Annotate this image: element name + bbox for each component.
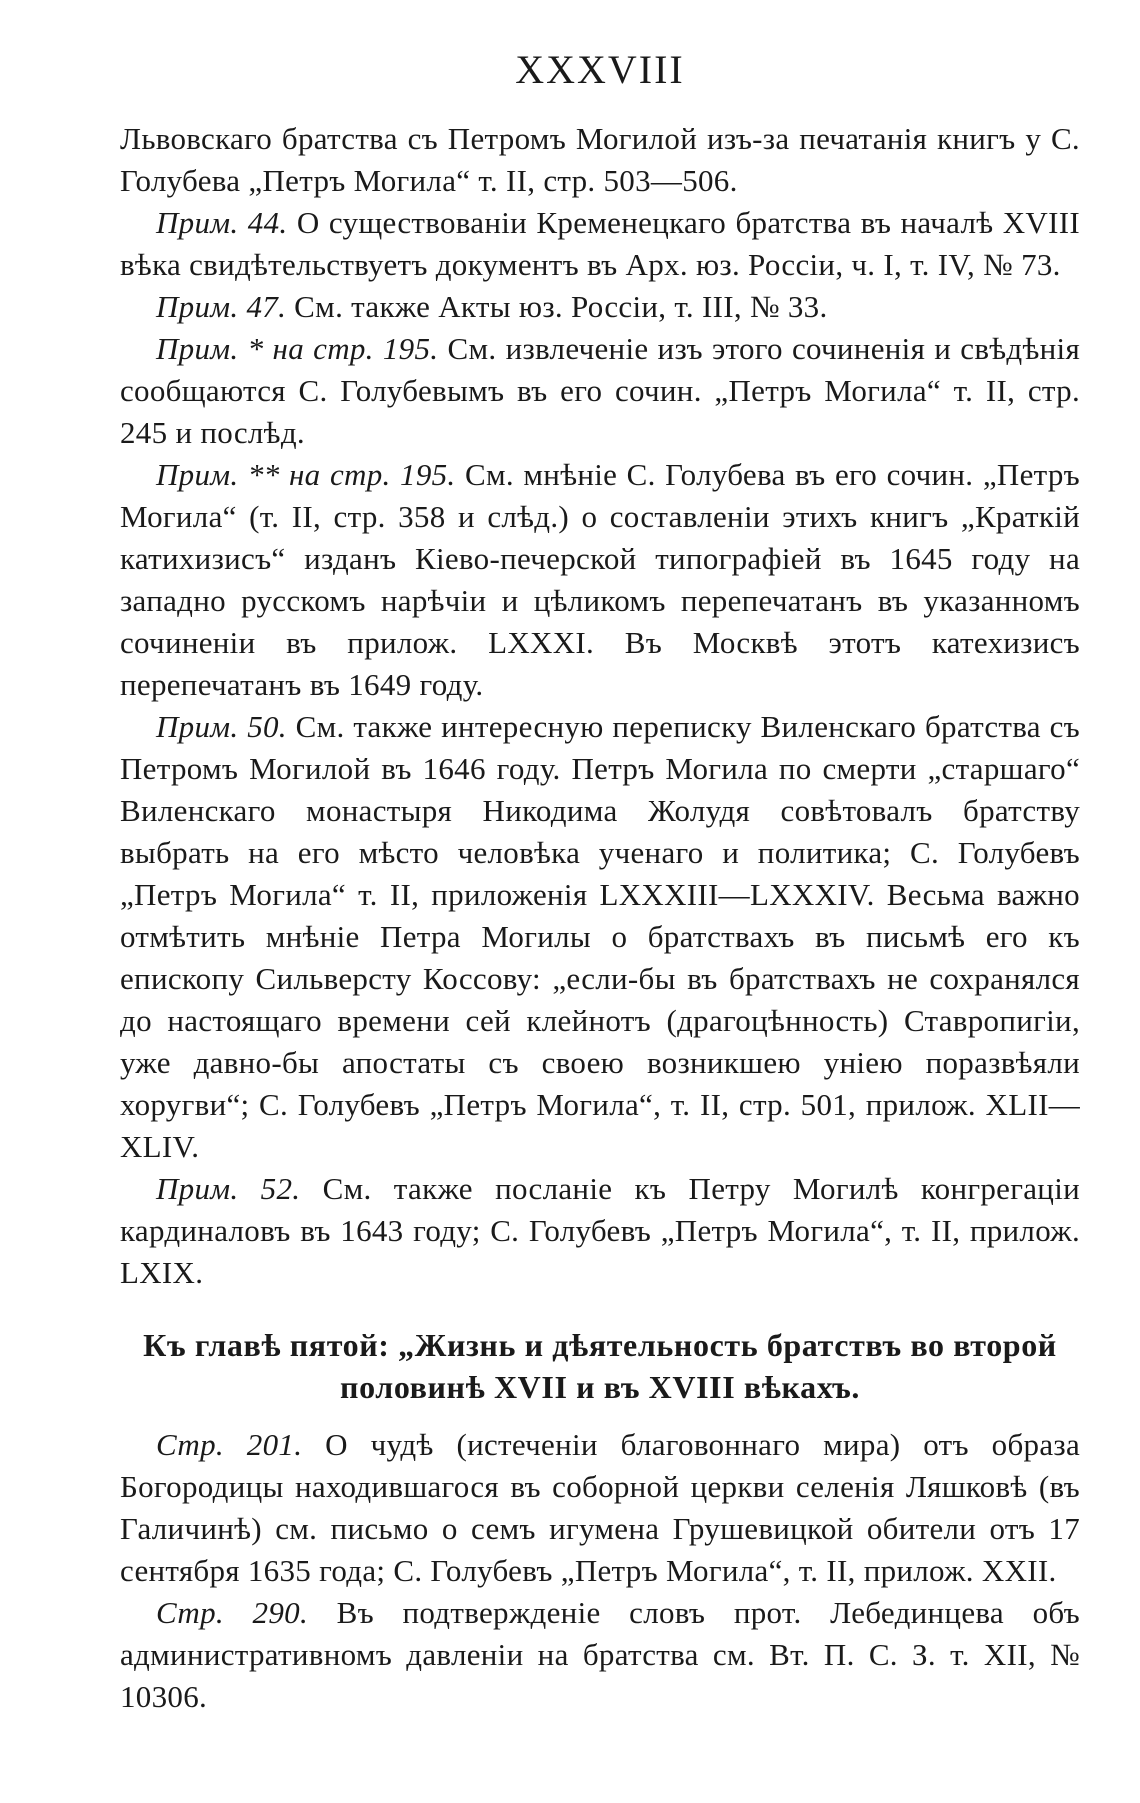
footnote-paragraph	[120, 1168, 1080, 1294]
footnote-text: Въ подтвержденіе словъ прот. Лебединцева объ административномъ давленіи на братства см. Вт. П. С. З. т. XII, № 10306.	[120, 1595, 1080, 1714]
section-heading: Къ главѣ пятой: „Жизнь и дѣятельность братствъ во второй половинѣ XVII и въ XVIII вѣкахъ.	[143, 1327, 1057, 1405]
footnote-label: Прим. 50.	[156, 709, 287, 744]
footnote-text: Львовскаго братства съ Петромъ Могилой изъ-за печатанія книгъ у С. Голубева „Петръ Могила“ т. II, стр. 503—506.	[120, 121, 1080, 198]
footnote-label: Стр. 290.	[156, 1595, 308, 1630]
footnote-label: Стр. 201.	[156, 1427, 303, 1462]
footnote-paragraph	[120, 706, 1080, 1168]
page-number: XXXVIII	[515, 47, 685, 92]
footnote-label: Прим. 44.	[156, 205, 288, 240]
footnote-label: Прим. * на стр. 195.	[156, 331, 439, 366]
footnote-text: О чудѣ (истеченіи благовоннаго мира) отъ образа Богородицы находившагося въ соборной церкви селенія Ляшковѣ (въ Галичинѣ) см. письмо о семъ игумена Грушевицкой обители отъ 17 сентября 1635 года; С. Голубевъ „Петръ Могила“, т. II, прилож. XXII.	[120, 1427, 1081, 1588]
footnote-paragraph	[120, 1592, 1080, 1718]
footnote-paragraph	[120, 286, 1080, 328]
footnote-paragraph	[120, 328, 1080, 454]
footnote-text: См. также посланіе къ Петру Могилѣ конгрегаціи кардиналовъ въ 1643 году; С. Голубевъ „Петръ Могила“, т. II, прилож. LXIX.	[120, 1171, 1080, 1290]
footnote-label: Прим. 47.	[156, 289, 287, 324]
footnote-text: См. также Акты юз. Россіи, т. III, № 33.	[286, 289, 828, 324]
footnote-paragraph	[120, 202, 1080, 286]
document-page	[120, 48, 1080, 1718]
footnote-label: Прим. ** на стр. 195.	[156, 457, 456, 492]
footnote-text: О существованіи Кременецкаго братства въ началѣ XVIII вѣка свидѣтельствуетъ документъ въ Арх. юз. Россіи, ч. I, т. IV, № 73.	[120, 205, 1080, 282]
footnote-text: См. мнѣніе С. Голубева въ его сочин. „Петръ Могила“ (т. II, стр. 358 и слѣд.) о составленіи этихъ книгъ „Краткій катихизисъ“ изданъ Кіево-печерской типографіей въ 1645 году на западно русскомъ нарѣчіи и цѣликомъ перепечатанъ въ указанномъ сочиненіи въ прилож. LXXXI. Въ Москвѣ этотъ катехизисъ перепечатанъ въ 1649 году.	[120, 457, 1080, 702]
footnote-text: См. также интересную переписку Виленскаго братства съ Петромъ Могилой въ 1646 году. Петръ Могила по смерти „старшаго“ Виленскаго монастыря Никодима Жолудя совѣтовалъ братству выбрать на его мѣсто человѣка ученаго и политика; С. Голубевъ „Петръ Могила“ т. II, приложенія LXXXIII—LXXXIV. Весьма важно отмѣтить мнѣніе Петра Могилы о братствахъ въ письмѣ его къ епископу Сильверсту Коссову: „если-бы въ братствахъ не сохранялся до настоящаго времени сей клейнотъ (драгоцѣнность) Ставропигіи, уже давно-бы апостаты съ своею возникшею уніею поразвѣяли хоругви“; С. Голубевъ „Петръ Могила“, т. II, стр. 501, прилож. XLII—XLIV.	[120, 709, 1080, 1164]
footnote-text: См. извлеченіе изъ этого сочиненія и свѣдѣнія сообщаются С. Голубевымъ въ его сочин. „Петръ Могила“ т. II, стр. 245 и послѣд.	[120, 331, 1081, 450]
footnote-paragraph	[120, 454, 1080, 706]
footnote-paragraph	[120, 118, 1080, 202]
footnote-paragraph	[120, 1424, 1080, 1592]
footnote-label: Прим. 52.	[156, 1171, 301, 1206]
